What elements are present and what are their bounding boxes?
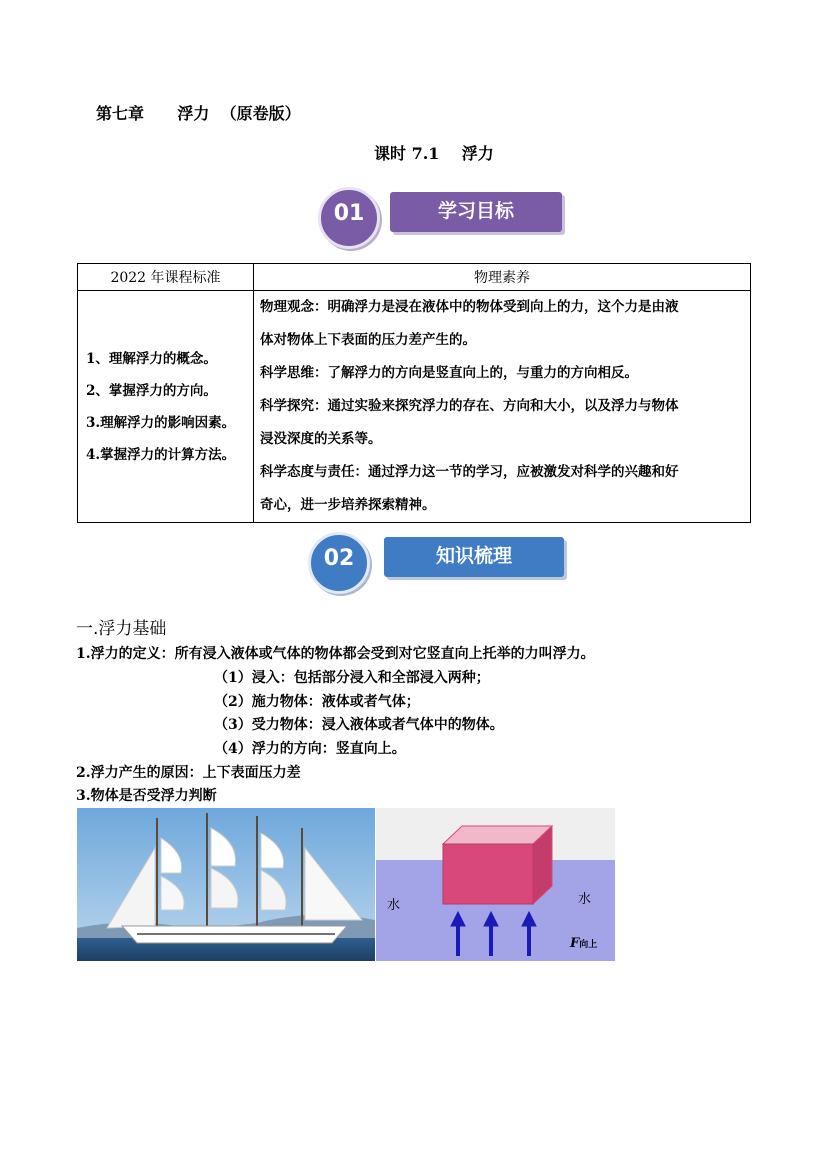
force-subscript: 向上	[579, 940, 598, 950]
sub-item: （1）浸入：包括部分浸入和全部浸入两种；	[214, 670, 490, 686]
banner-number: 01	[333, 201, 365, 226]
standard-item: 2、掌握浮力的方向。	[86, 382, 217, 399]
judgement-line: 3.物体是否受浮力判断	[76, 788, 217, 804]
sub-item: （2）施力物体：液体或者气体；	[214, 694, 420, 710]
goals-table	[77, 263, 751, 523]
section-title: 一.浮力基础	[76, 619, 167, 639]
definition-line: 1.浮力的定义：所有浸入液体或气体的物体都会受到对它竖直向上托举的力叫浮力。	[76, 646, 595, 662]
standard-item: 1、理解浮力的概念。	[86, 350, 217, 367]
lesson-title: 课时 7.1 浮力	[374, 144, 494, 163]
sub-item: （3）受力物体：浸入液体或者气体中的物体。	[214, 717, 504, 733]
chapter-title: 第七章 浮力 （原卷版）	[96, 104, 301, 123]
table-header-standard: 2022 年课程标准	[78, 264, 254, 291]
literacy-line: 奇心，进一步培养探索精神。	[260, 497, 436, 513]
literacy-cell	[254, 291, 751, 523]
standard-item: 3.理解浮力的影响因素。	[86, 414, 236, 431]
sub-item: （4）浮力的方向：竖直向上。	[214, 741, 406, 757]
literacy-line: 科学态度与责任：通过浮力这一节的学习，应被激发对科学的兴趣和好	[260, 464, 679, 480]
standard-item: 4.掌握浮力的计算方法。	[86, 446, 236, 463]
banner-label: 知识梳理	[384, 537, 564, 577]
literacy-line: 物理观念：明确浮力是浸在液体中的物体受到向上的力，这个力是由液	[260, 299, 679, 315]
force-symbol: F	[570, 936, 580, 951]
buoyancy-diagram	[376, 808, 615, 961]
cause-line: 2.浮力产生的原因：上下表面压力差	[76, 765, 301, 781]
literacy-line: 科学探究：通过实验来探究浮力的存在、方向和大小，以及浮力与物体	[260, 398, 679, 414]
table-header-literacy: 物理素养	[254, 264, 751, 291]
banner-number: 02	[323, 546, 355, 571]
sailing-ship-image	[77, 808, 375, 961]
standards-cell	[78, 291, 254, 523]
learning-goals-banner	[318, 184, 568, 246]
water-label-left: 水	[387, 898, 401, 913]
literacy-line: 科学思维：了解浮力的方向是竖直向上的，与重力的方向相反。	[260, 365, 638, 381]
water-label-right: 水	[578, 892, 592, 907]
literacy-line: 浸没深度的关系等。	[260, 431, 382, 447]
force-label	[570, 936, 597, 951]
knowledge-banner	[308, 529, 572, 591]
literacy-line: 体对物体上下表面的压力差产生的。	[260, 332, 476, 348]
banner-label: 学习目标	[390, 192, 562, 232]
